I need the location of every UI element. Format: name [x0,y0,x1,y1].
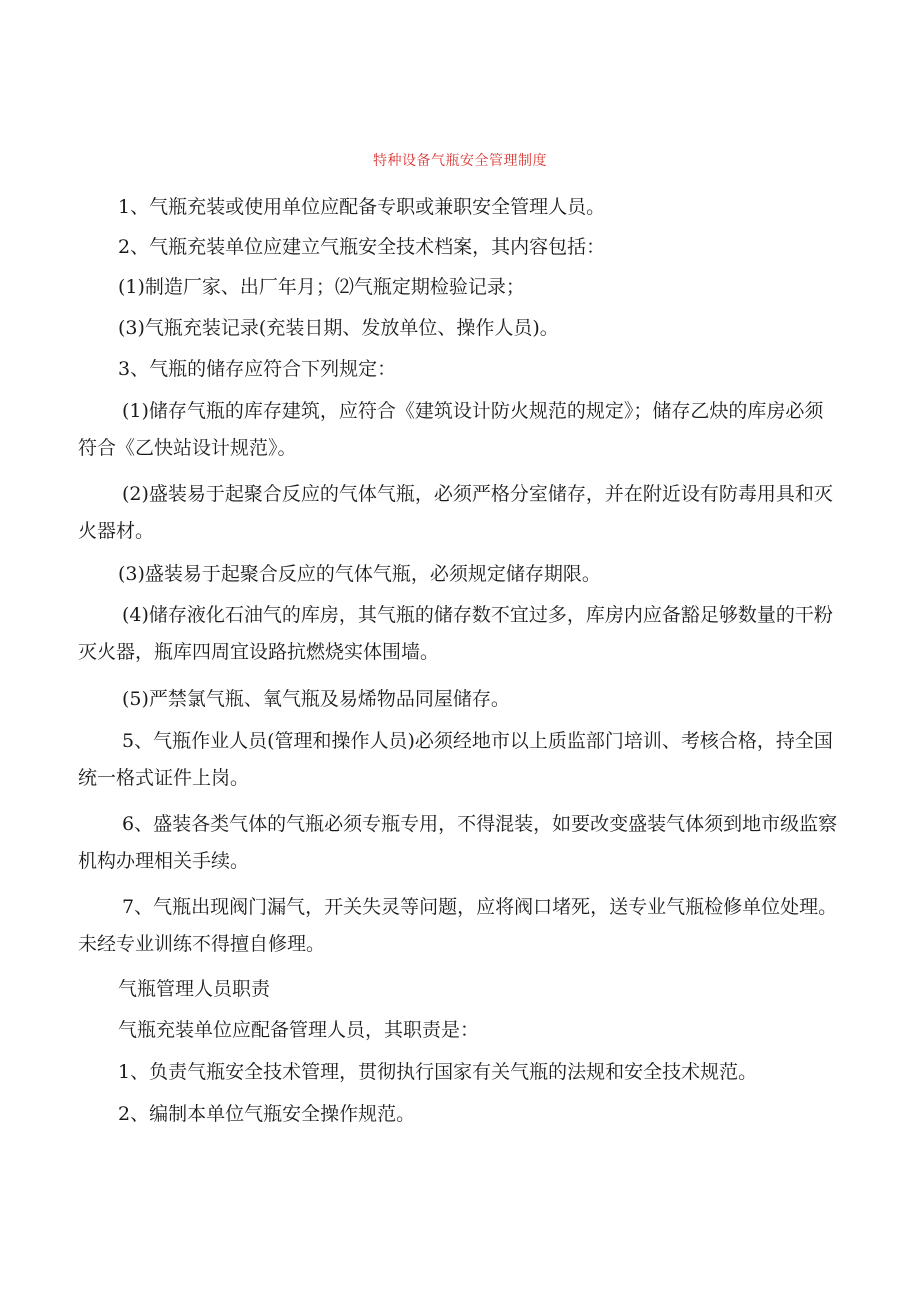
paragraph-5: 3、气瓶的储存应符合下列规定： [118,358,397,380]
paragraph-9: (4)储存液化石油气的库房，其气瓶的储存数不宜过多，库房内应备豁足够数量的干粉灭火器，瓶库四周宜设路抗燃烧实体围墙。 [78,604,833,663]
paragraph-2: 2、气瓶充装单位应建立气瓶安全技术档案，其内容包括： [118,236,606,258]
document-title: 特种设备气瓶安全管理制度 [373,153,547,169]
section-heading: 气瓶管理人员职责 [118,978,271,1000]
paragraph-13: 7、气瓶出现阀门漏气，开关失灵等问题，应将阀口堵死，送专业气瓶检修单位处理。未经专业训练不得擅自修理。 [78,896,838,955]
paragraph-8: (3)盛装易于起聚合反应的气体气瓶，必须规定储存期限。 [118,563,601,585]
paragraph-7: (2)盛装易于起聚合反应的气体气瓶，必须严格分室储存，并在附近设有防毒用具和灭火器材。 [78,483,833,542]
paragraph-11: 5、气瓶作业人员(管理和操作人员)必须经地市以上质监部门培训、考核合格，持全国统一格式证件上岗。 [78,730,833,789]
paragraph-3: (1)制造厂家、出厂年月；⑵气瓶定期检验记录； [118,276,525,298]
paragraph-1: 1、气瓶充装或使用单位应配备专职或兼职安全管理人员。 [118,196,606,218]
paragraph-4: (3)气瓶充装记录(充装日期、发放单位、操作人员)。 [118,317,559,339]
paragraph-10: (5)严禁氯气瓶、氧气瓶及易烯物品同屋储存。 [122,688,510,710]
paragraph-14: 气瓶充装单位应配备管理人员，其职责是： [118,1019,480,1041]
paragraph-15: 1、负责气瓶安全技术管理，贯彻执行国家有关气瓶的法规和安全技术规范。 [118,1061,758,1083]
paragraph-16: 2、编制本单位气瓶安全操作规范。 [118,1103,416,1125]
paragraph-6: (1)储存气瓶的库存建筑，应符合《建筑设计防火规范的规定》；储存乙炔的库房必须符合《乙快站设计规范》。 [78,400,824,459]
paragraph-12: 6、盛装各类气体的气瓶必须专瓶专用，不得混装，如要改变盛装气体须到地市级监察机构办理相关手续。 [78,813,838,872]
